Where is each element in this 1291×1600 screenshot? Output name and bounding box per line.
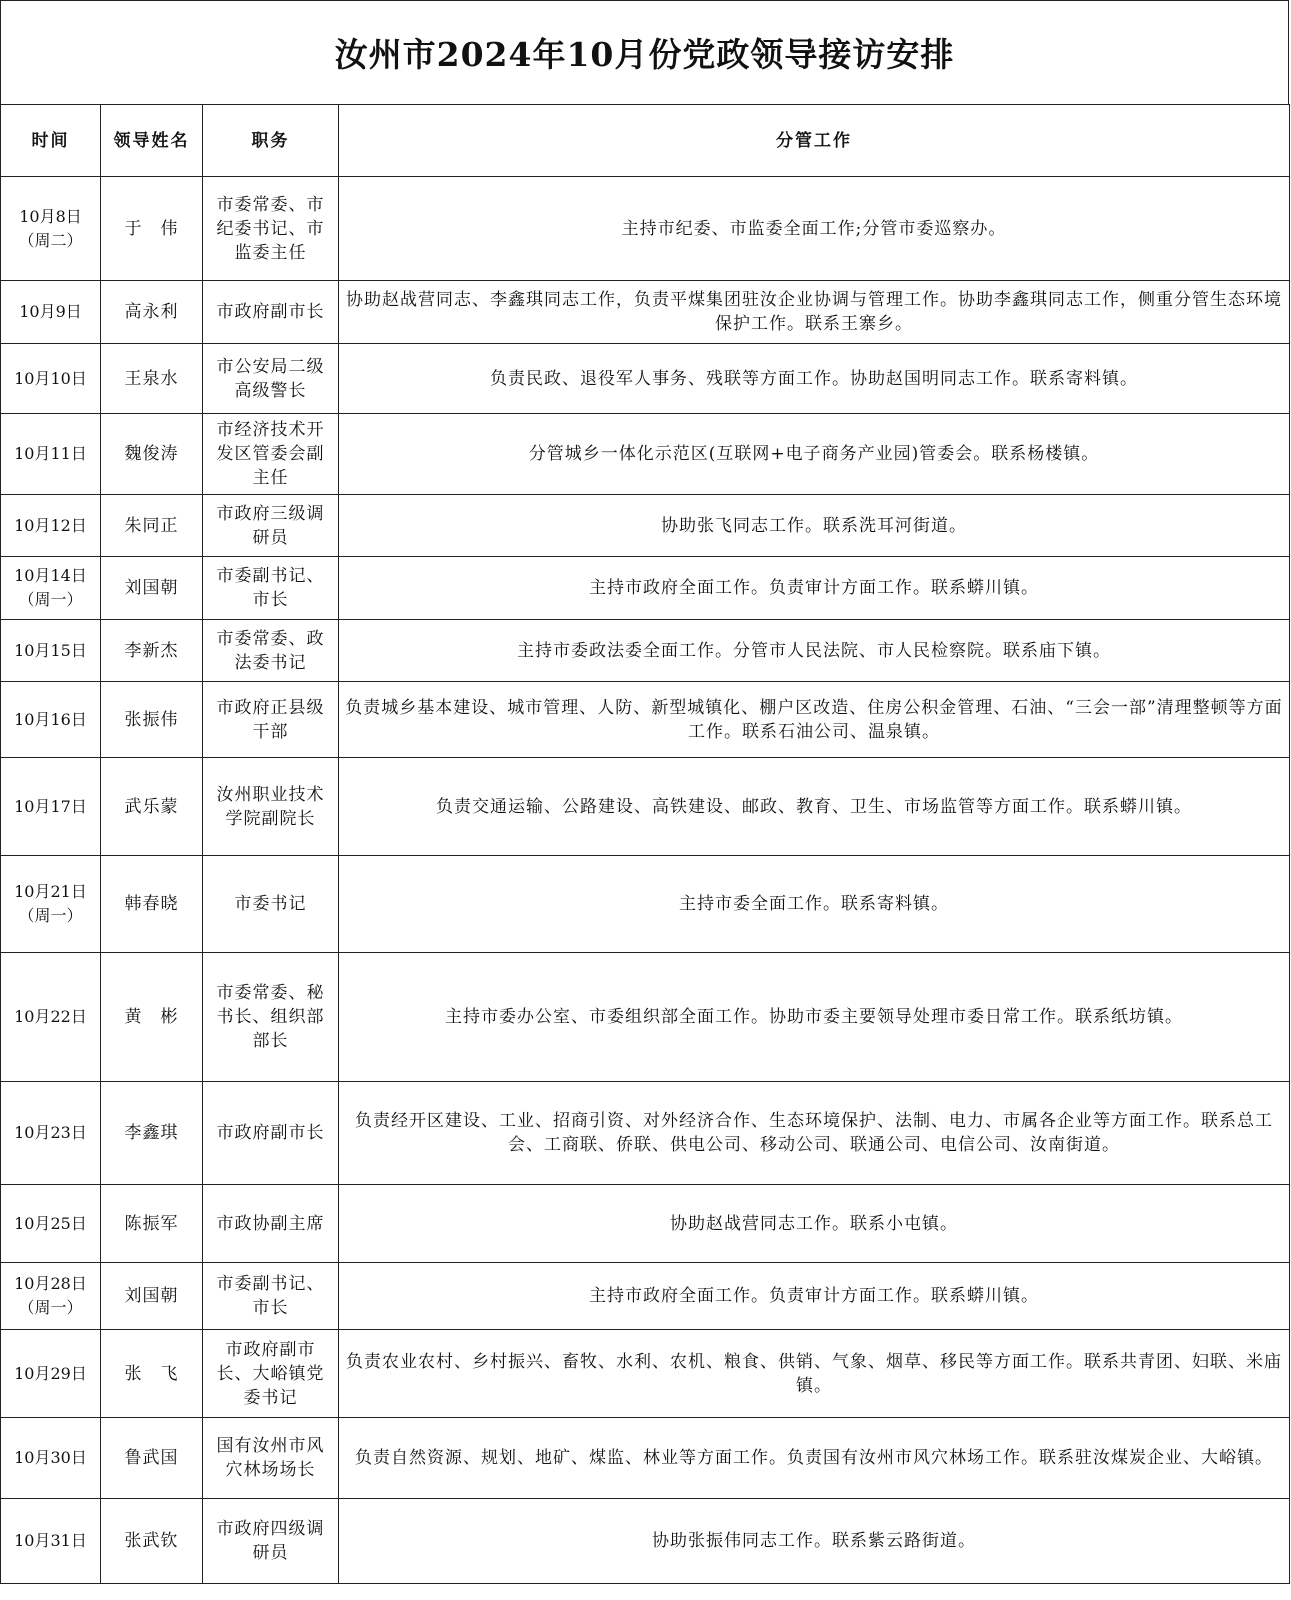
cell-duty: 主持市委办公室、市委组织部全面工作。协助市委主要领导处理市委日常工作。联系纸坊镇。 [339,953,1290,1082]
cell-duty: 协助张飞同志工作。联系洗耳河街道。 [339,495,1290,557]
date-text: 10月30日 [14,1448,87,1467]
date-text: 10月22日 [14,1007,87,1026]
cell-name: 张振伟 [101,682,203,758]
cell-date [1,414,101,495]
cell-name: 鲁武国 [101,1418,203,1499]
cell-date [1,758,101,856]
cell-name: 武乐蒙 [101,758,203,856]
date-text: 10月21日 [14,882,87,901]
date-text: 10月8日 [19,206,82,226]
header-duty: 分管工作 [339,105,1290,177]
cell-position: 市委副书记、市长 [203,557,339,620]
cell-position: 市委副书记、市长 [203,1263,339,1330]
cell-position: 市政府正县级干部 [203,682,339,758]
table-row [1,344,1290,414]
cell-name: 朱同正 [101,495,203,557]
table-row [1,953,1290,1082]
cell-date [1,620,101,682]
table-row [1,495,1290,557]
cell-date [1,1185,101,1263]
cell-date [1,682,101,758]
cell-name: 于 伟 [101,177,203,281]
cell-date [1,281,101,344]
date-text: 10月15日 [14,640,87,660]
header-time: 时间 [1,105,101,177]
weekday-text: （周一） [18,1298,83,1317]
date-text: 10月28日 [14,1274,87,1293]
cell-position: 市委常委、秘书长、组织部部长 [203,953,339,1082]
table-row [1,682,1290,758]
cell-date [1,1263,101,1330]
date-text: 10月14日 [14,566,87,585]
weekday-text: （周一） [18,590,83,609]
cell-duty: 协助张振伟同志工作。联系紫云路街道。 [339,1499,1290,1584]
cell-duty: 分管城乡一体化示范区(互联网+电子商务产业园)管委会。联系杨楼镇。 [339,414,1290,495]
schedule-table [0,104,1290,1584]
table-row [1,1185,1290,1263]
cell-duty: 负责经开区建设、工业、招商引资、对外经济合作、生态环境保护、法制、电力、市属各企业等方面工作。联系总工会、工商联、侨联、供电公司、移动公司、联通公司、电信公司、汝南街道。 [339,1082,1290,1185]
cell-date [1,856,101,953]
cell-position: 市政府副市长 [203,281,339,344]
date-text: 10月16日 [14,709,87,729]
date-text: 10月23日 [14,1123,87,1142]
table-row [1,1499,1290,1584]
cell-duty: 主持市委政法委全面工作。分管市人民法院、市人民检察院。联系庙下镇。 [339,620,1290,682]
cell-date [1,177,101,281]
header-row [1,105,1290,177]
cell-duty: 负责农业农村、乡村振兴、畜牧、水利、农机、粮食、供销、气象、烟草、移民等方面工作。联系共青团、妇联、米庙镇。 [339,1330,1290,1418]
date-text: 10月11日 [14,444,87,463]
cell-duty: 主持市纪委、市监委全面工作;分管市委巡察办。 [339,177,1290,281]
cell-duty: 负责自然资源、规划、地矿、煤监、林业等方面工作。负责国有汝州市风穴林场工作。联系驻汝煤炭企业、大峪镇。 [339,1418,1290,1499]
cell-position: 市政府三级调研员 [203,495,339,557]
cell-position: 市政协副主席 [203,1185,339,1263]
cell-position: 市委常委、政法委书记 [203,620,339,682]
cell-date [1,1418,101,1499]
date-text: 10月29日 [14,1363,87,1383]
cell-position: 市公安局二级高级警长 [203,344,339,414]
cell-name: 韩春晓 [101,856,203,953]
table-row [1,1330,1290,1418]
date-text: 10月17日 [14,796,87,816]
cell-duty: 负责民政、退役军人事务、残联等方面工作。协助赵国明同志工作。联系寄料镇。 [339,344,1290,414]
date-text: 10月31日 [14,1531,87,1550]
cell-name: 黄 彬 [101,953,203,1082]
cell-name: 魏俊涛 [101,414,203,495]
cell-duty: 主持市委全面工作。联系寄料镇。 [339,856,1290,953]
table-row [1,177,1290,281]
cell-name: 高永利 [101,281,203,344]
cell-position: 市政府副市长、大峪镇党委书记 [203,1330,339,1418]
table-row [1,1082,1290,1185]
cell-name: 刘国朝 [101,557,203,620]
cell-date [1,1082,101,1185]
cell-position: 市经济技术开发区管委会副主任 [203,414,339,495]
date-text: 10月12日 [14,515,87,535]
cell-date [1,557,101,620]
cell-position: 汝州职业技术学院副院长 [203,758,339,856]
cell-date [1,344,101,414]
table-row [1,856,1290,953]
cell-duty: 协助赵战营同志工作。联系小屯镇。 [339,1185,1290,1263]
cell-date [1,1330,101,1418]
cell-duty: 主持市政府全面工作。负责审计方面工作。联系蟒川镇。 [339,1263,1290,1330]
cell-name: 刘国朝 [101,1263,203,1330]
table-row [1,620,1290,682]
cell-name: 王泉水 [101,344,203,414]
cell-position: 市委书记 [203,856,339,953]
cell-date [1,495,101,557]
table-body [1,177,1290,1584]
cell-name: 李新杰 [101,620,203,682]
cell-position: 国有汝州市风穴林场场长 [203,1418,339,1499]
cell-position: 市政府副市长 [203,1082,339,1185]
header-position: 职务 [203,105,339,177]
title-box [0,0,1289,104]
cell-name: 李鑫琪 [101,1082,203,1185]
date-text: 10月10日 [14,368,87,388]
cell-duty: 协助赵战营同志、李鑫琪同志工作，负责平煤集团驻汝企业协调与管理工作。协助李鑫琪同志工作，侧重分管生态环境保护工作。联系王寨乡。 [339,281,1290,344]
cell-duty: 主持市政府全面工作。负责审计方面工作。联系蟒川镇。 [339,557,1290,620]
cell-date [1,1499,101,1584]
table-row [1,557,1290,620]
cell-name: 张 飞 [101,1330,203,1418]
cell-name: 张武钦 [101,1499,203,1584]
table-row [1,281,1290,344]
table-row [1,414,1290,495]
date-text: 10月25日 [14,1213,87,1233]
cell-name: 陈振军 [101,1185,203,1263]
cell-duty: 负责城乡基本建设、城市管理、人防、新型城镇化、棚户区改造、住房公积金管理、石油、“三会一部”清理整顿等方面工作。联系石油公司、温泉镇。 [339,682,1290,758]
cell-date [1,953,101,1082]
page-title: 汝州市2024年10月份党政领导接访安排 [334,35,955,74]
table-row [1,1418,1290,1499]
cell-position: 市委常委、市纪委书记、市监委主任 [203,177,339,281]
cell-duty: 负责交通运输、公路建设、高铁建设、邮政、教育、卫生、市场监管等方面工作。联系蟒川镇。 [339,758,1290,856]
cell-position: 市政府四级调研员 [203,1499,339,1584]
weekday-text: （周一） [18,906,83,925]
table-row [1,758,1290,856]
date-text: 10月9日 [19,302,82,321]
header-name: 领导姓名 [101,105,203,177]
table-row [1,1263,1290,1330]
weekday-text: （周二） [18,230,83,250]
